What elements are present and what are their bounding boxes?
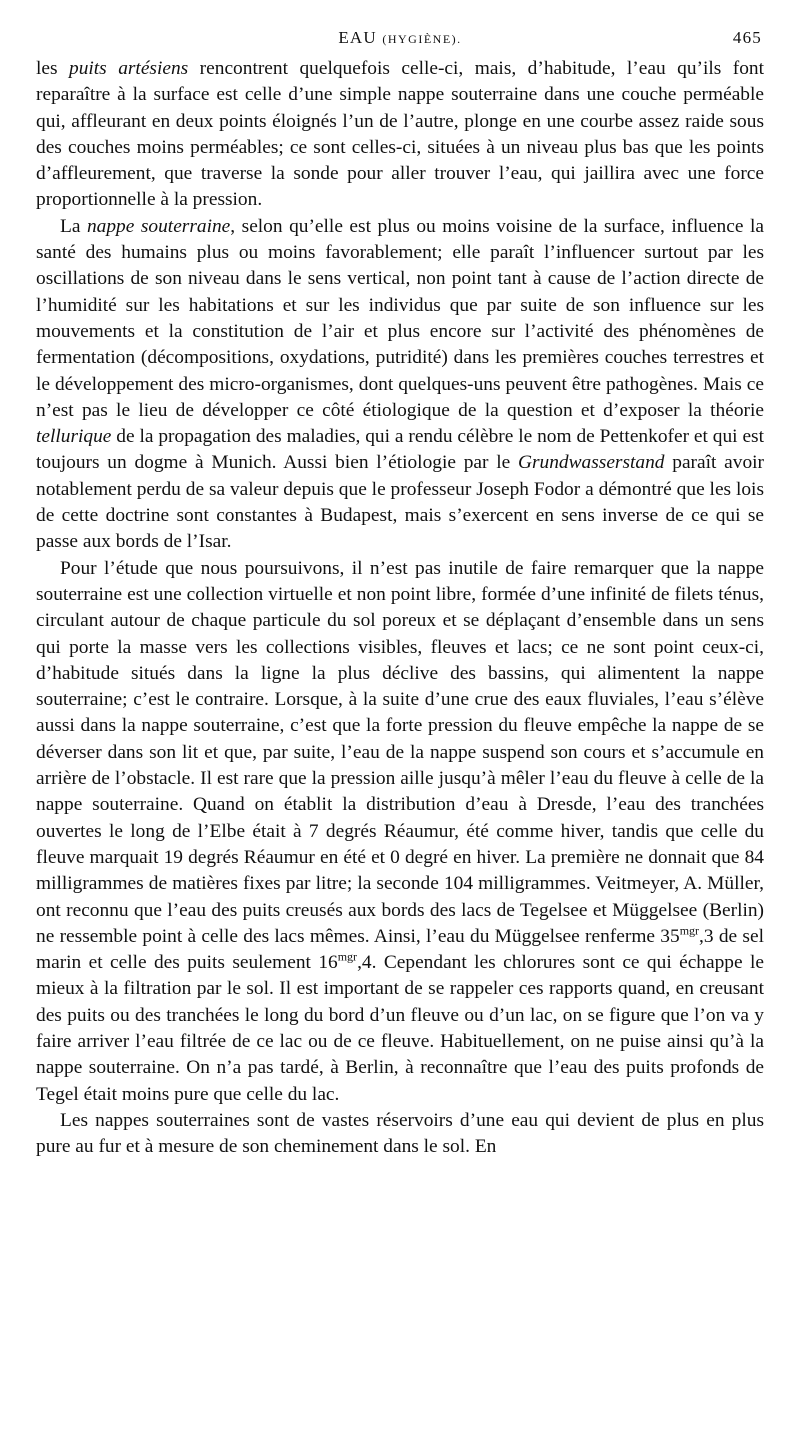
italic-term: Grundwasserstand <box>517 452 665 474</box>
text-run: La <box>60 215 87 237</box>
text-run: ,3 de sel marin et celle des puits seulement 16 <box>36 925 764 974</box>
text-run: les <box>36 58 70 79</box>
header-title-sub: (HYGIÈNE). <box>382 32 462 46</box>
italic-term: puits artésiens <box>69 58 189 79</box>
italic-term: tellurique <box>36 426 112 448</box>
text-run: paraît avoir notablement perdu de sa valeur depuis que le professeur Joseph Fodor a démontré que les lois de cette doctrine sont constantes à Budapest, mais s’exercent en sens inverse de ce qui se passe aux bords de l’Isar. <box>36 452 764 553</box>
body-text <box>36 56 764 1160</box>
page <box>36 28 764 1160</box>
text-run: rencontrent quelquefois celle-ci, mais, d’habitude, l’eau qu’ils font reparaître à la surface est celle d’une simple nappe souterraine dans une couche perméable qui, affleurant en deux points éloignés l’un de l’autre, plonge en une courbe assez raide sous des couches moins perméables; ce sont celles-ci, situées à un niveau plus bas que les points d’affleurement, que traverse la sonde pour aller trouver l’eau, qui jaillira avec une force proportionnelle à la pression. <box>36 58 765 211</box>
unit-superscript: mgr <box>679 923 700 938</box>
italic-term: nappe souterraine <box>86 215 231 237</box>
header-title-main: EAU <box>338 28 377 47</box>
text-run: , selon qu’elle est plus ou moins voisine de la surface, influence la santé des humains plus ou moins favorablement; elle paraît l’influencer surtout par les oscillations de son niveau dans le sens vertical, non point tant à cause de l’action directe de l’humidité sur les habitations et sur les individus que par suite de son influence sur les mouvements et la constitution de l’air et plus encore sur l’activité des phénomènes de fermentation (décompositions, oxydations, putridité) dans les premières couches terrestres et le développement des micro-organismes, dont quelques-uns peuvent être pathogènes. Mais ce n’est pas le lieu de développer ce côté étiologique de la question et d’exposer la théorie <box>36 215 764 421</box>
page-number: 465 <box>732 28 762 47</box>
text-run: ,4. Cependant les chlorures sont ce qui échappe le mieux à la filtration par le sol. Il est important de se rappeler ces rapports quand, en creusant des puits ou des tranchées le long du bord d’un fleuve ou d’un lac, on se figure que l’on va y faire arriver l’eau filtrée de ce lac ou de ce fleuve. Habituellement, on ne puise ainsi qu’à la nappe souterraine. On n’a pas tardé, à Berlin, à reconnaître que l’eau des puits profonds de Tegel était moins pure que celle du lac. <box>36 952 764 1105</box>
running-header <box>36 28 764 56</box>
paragraph-3 <box>36 556 764 1108</box>
text-run: de la propagation des maladies, qui a rendu célèbre le nom de Pettenkofer et qui est toujours un dogme à Munich. Aussi bien l’étiologie par le <box>36 426 764 474</box>
unit-superscript: mgr <box>337 949 358 964</box>
paragraph-2 <box>36 214 764 556</box>
header-title <box>36 28 764 48</box>
paragraph-1 <box>36 56 764 214</box>
text-run: Pour l’étude que nous poursuivons, il n’est pas inutile de faire remarquer que la nappe souterraine est une collection virtuelle et non point libre, formée d’une infinité de filets ténus, circulant autour de chaque particule du sol poreux et se déplaçant d’ensemble dans un sens qui porte la masse vers les collections visibles, fleuves et lacs; ce ne sont point ceux-ci, d’habitude situés dans la ligne la plus déclive des bassins, qui alimentent la nappe souterraine; c’est le contraire. Lorsque, à la suite d’une crue des eaux fluviales, l’eau s’élève aussi dans la nappe souterraine, c’est que la forte pression du fleuve empêche la nappe de se déverser dans son lit et que, par suite, l’eau de la nappe suspend son cours et s’accumule en arrière de l’obstacle. Il est rare que la pression aille jusqu’à mêler l’eau du fleuve à celle de la nappe souterraine. Quand on établit la distribution d’eau à Dresde, l’eau des tranchées ouvertes le long de l’Elbe était à 7 degrés Réaumur, été comme hiver, tandis que celle du fleuve marquait 19 degrés Réaumur en été et 0 degré en hiver. La première ne donnait que 84 milligrammes de matières fixes par litre; la seconde 104 milligrammes. Veitmeyer, A. Müller, ont reconnu que l’eau des puits creusés aux bords des lacs de Tegelsee et Müggelsee (Berlin) ne ressemble point à celle des lacs mêmes. Ainsi, l’eau du Müggelsee renferme 35 <box>36 557 764 947</box>
text-run: Les nappes souterraines sont de vastes réservoirs d’une eau qui devient de plus en plus pure au fur et à mesure de son cheminement dans le sol. En <box>36 1109 764 1158</box>
paragraph-4 <box>36 1108 764 1161</box>
